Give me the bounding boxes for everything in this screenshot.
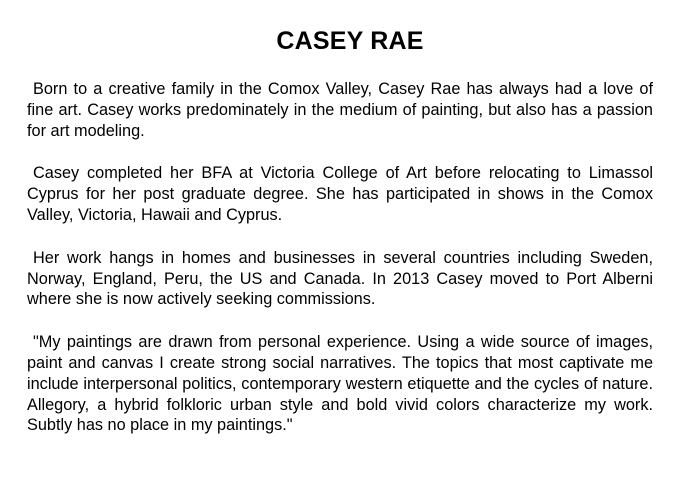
paragraph-education: Casey completed her BFA at Victoria College of Art before relocating to Limassol Cyprus for her post graduate degree. She has participated in shows in the Comox Valley, Victoria, Hawaii and Cyprus. xyxy=(27,164,653,224)
paragraph-collections: Her work hangs in homes and businesses in several countries including Sweden, Norway, England, Peru, the US and Canada. In 2013 Casey moved to Port Alberni where she is now actively seeking commissions. xyxy=(27,248,653,309)
page-title: CASEY RAE xyxy=(276,27,424,55)
paragraph-artist-statement: "My paintings are drawn from personal experience. Using a wide source of images, paint and canvas I create strong social narratives. The topics that most captivate me include interpersonal politics, contemporary western etiquette and the cycles of nature. Allegory, a hybrid folkloric urban style and bold vivid colors characterize my work. Subtly has no place in my paintings." xyxy=(27,333,653,435)
paragraph-background: Born to a creative family in the Comox Valley, Casey Rae has always had a love of fine art. Casey works predominately in the medium of painting, but also has a passion for art modeling. xyxy=(27,80,653,140)
biography-body xyxy=(27,79,653,458)
